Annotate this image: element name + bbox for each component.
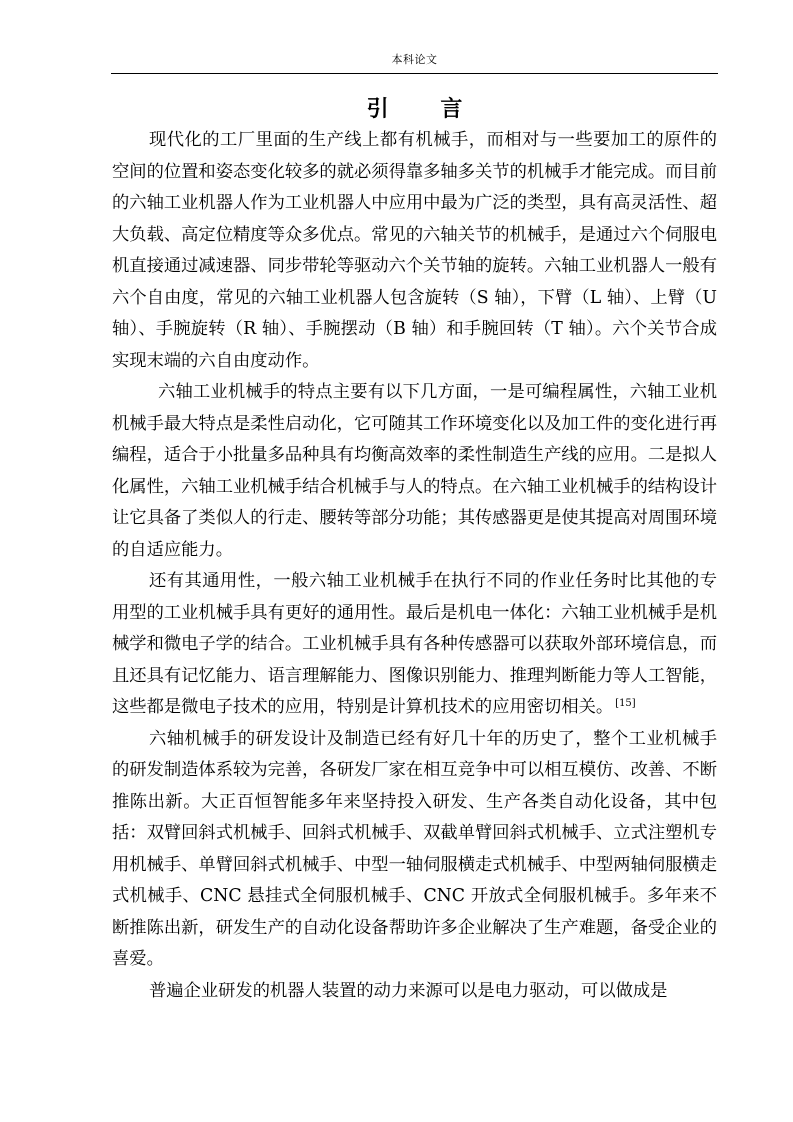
paragraph-4-text: 六轴机械手的研发设计及制造已经有好几十年的历史了，整个工业机械手的研发制造体系较为完善，各研发厂家在相互竞争中可以相互模仿、改善、不断推陈出新。大正百恒智能多年来坚持投入研发、生产各类自动化设备，其中包括：双臂回斜式机械手、回斜式机械手、双截单臂回斜式机械手、立式注塑机专用机械手、单臂回斜式机械手、中型一轴伺服横走式机械手、中型两轴伺服横走式机械手、CNC 悬挂式全伺服机械手、CNC 开放式全伺服机械手。多年来不断推陈出新，研发生产的自动化设备帮助许多企业解决了生产难题，备受企业的喜爱。 [112, 728, 717, 969]
citation-marker: [15] [615, 698, 636, 709]
paragraph-4 [112, 724, 717, 976]
running-header: 本科论文 [391, 53, 438, 66]
paragraph-3 [112, 566, 717, 724]
paragraph-2-text: 六轴工业机械手的特点主要有以下几方面，一是可编程属性，六轴工业机机械手最大特点是柔性启动化，它可随其工作环境变化以及加工件的变化进行再编程，适合于小批量多品种具有均衡高效率的柔性制造生产线的应用。二是拟人化属性，六轴工业机械手结合机械手与人的特点。在六轴工业机械手的结构设计让它具备了类似人的行走、腰转等部分功能；其传感器更是使其提高对周围环境的自适应能力。 [112, 382, 717, 560]
header-rule [111, 73, 718, 74]
paragraph-1 [112, 125, 717, 377]
paragraph-5-text: 普遍企业研发的机器人装置的动力来源可以是电力驱动，可以做成是 [149, 980, 668, 1001]
paragraph-2 [112, 377, 717, 566]
section-title: 引 言 [366, 96, 485, 122]
paragraph-1-text: 现代化的工厂里面的生产线上都有机械手，而相对与一些要加工的原件的空间的位置和姿态变化较多的就必须得靠多轴多关节的机械手才能完成。而目前的六轴工业机器人作为工业机器人中应用中最为广泛的类型，具有高灵活性、超大负载、高定位精度等众多优点。常见的六轴关节的机械手，是通过六个伺服电机直接通过减速器、同步带轮等驱动六个关节轴的旋转。六轴工业机器人一般有六个自由度，常见的六轴工业机器人包含旋转（S 轴），下臂（L 轴）、上臂（U 轴）、手腕旋转（R 轴）、手腕摆动（B 轴）和手腕回转（T 轴）。六个关节合成实现末端的六自由度动作。 [112, 130, 717, 371]
paragraph-3-text: 还有其通用性，一般六轴工业机械手在执行不同的作业任务时比其他的专用型的工业机械手具有更好的通用性。最后是机电一体化：六轴工业机械手是机械学和微电子学的结合。工业机械手具有各种传感器可以获取外部环境信息，而且还具有记忆能力、语言理解能力、图像识别能力、推理判断能力等人工智能，这些都是微电子技术的应用，特别是计算机技术的应用密切相关。 [112, 571, 717, 717]
body-text [112, 125, 717, 1007]
paragraph-5 [112, 976, 717, 1008]
